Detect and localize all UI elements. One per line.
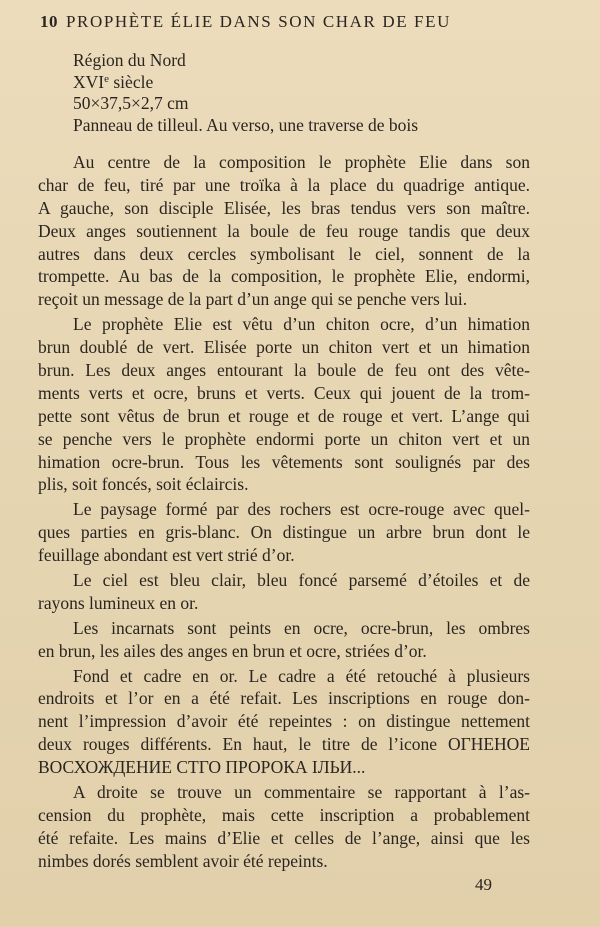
region-line: Région du Nord <box>73 50 186 70</box>
text-line: brun doublé de vert. Elisée porte un chiton vert et un himation <box>38 337 530 358</box>
text-line: rayons lumineux en or. <box>38 592 199 613</box>
text-line: se penche vers le prophète endormi porte un chiton vert et un <box>38 428 530 449</box>
text-line: en brun, les ailes des anges en brun et ocre, striées d’or. <box>38 640 427 661</box>
text-line: cension du prophète, mais cette inscription a probablement <box>38 804 530 825</box>
text-line: deux rouges différents. En haut, le titre de l’icone ОГНЕНОЕ <box>38 734 530 755</box>
text-line: ques parties en gris-blanc. On distingue un arbre brun dont le <box>38 522 530 543</box>
text-line: A droite se trouve un commentaire se rapportant à l’as- <box>73 782 530 803</box>
paragraph <box>38 313 530 496</box>
text-line: Deux anges soutiennent la boule de feu rouge tandis que deux <box>38 220 530 241</box>
paragraph <box>38 665 530 779</box>
artwork-details <box>73 50 418 136</box>
text-line: ments verts et ocre, bruns et verts. Ceux qui jouent de la trom- <box>38 382 530 403</box>
text-line: Le prophète Elie est vêtu d’un chiton ocre, d’un himation <box>73 314 530 335</box>
material-line: Panneau de tilleul. Au verso, une traverse de bois <box>73 114 419 135</box>
header-title: PROPHÈTE ÉLIE DANS SON CHAR DE FEU <box>66 12 451 31</box>
text-line: A gauche, son disciple Elisée, les bras tendus vers son maître. <box>38 197 530 218</box>
century-line: XVIe siècle <box>73 71 154 92</box>
text-line: nent l’impression d’avoir été repeintes : on distingue nettement <box>38 711 530 732</box>
paragraph <box>38 617 530 663</box>
text-line: reçoit un message de la part d’un ange qui se penche vers lui. <box>38 289 468 310</box>
text-line: himation ocre-brun. Tous les vêtements sont soulignés par des <box>38 451 530 472</box>
text-line: Le ciel est bleu clair, bleu foncé parsemé d’étoiles et de <box>73 570 530 591</box>
text-line: été refaite. Les mains d’Elie et celles de l’ange, ainsi que les <box>38 827 530 848</box>
text-line: char de feu, tiré par une troïka à la place du quadrige antique. <box>38 174 530 195</box>
text-line: trompette. Au bas de la composition, le prophète Elie, endormi, <box>38 266 530 287</box>
paragraph <box>38 498 530 567</box>
paragraph <box>38 569 530 615</box>
paragraph <box>38 151 530 311</box>
text-line: Le paysage formé par des rochers est ocre-rouge avec quel- <box>73 499 530 520</box>
text-line: brun. Les deux anges entourant la boule de feu ont des vête- <box>38 360 530 381</box>
text-line: Les incarnats sont peints en ocre, ocre-brun, les ombres <box>73 617 530 638</box>
footer-page-number: 49 <box>475 875 492 894</box>
text-line: Fond et cadre en or. Le cadre a été retouché à plusieurs <box>73 665 530 686</box>
text-line: nimbes dorés semblent avoir été repeints. <box>38 850 328 871</box>
text-line: autres dans deux cercles symbolisant le ciel, sonnent de la <box>38 243 530 264</box>
text-line: feuillage abondant est vert strié d’or. <box>38 545 295 566</box>
text-line: plis, soit foncés, soit éclaircis. <box>38 474 249 495</box>
body-text <box>38 151 530 873</box>
text-line: ВОСХОЖДЕНИЕ СТГО ПРОРОКА ІЛЬИ... <box>38 757 366 778</box>
text-line: Au centre de la composition le prophète Elie dans son <box>73 152 530 172</box>
header-page-number: 10 <box>40 12 58 31</box>
running-header <box>40 12 560 32</box>
dimensions-line: 50×37,5×2,7 cm <box>73 93 189 113</box>
text-line: pette sont vêtus de brun et rouge et de rouge et vert. L’ange qui <box>38 405 530 426</box>
text-line: endroits et l’or en a été refait. Les inscriptions en rouge don- <box>38 688 530 709</box>
paragraph <box>38 781 530 873</box>
